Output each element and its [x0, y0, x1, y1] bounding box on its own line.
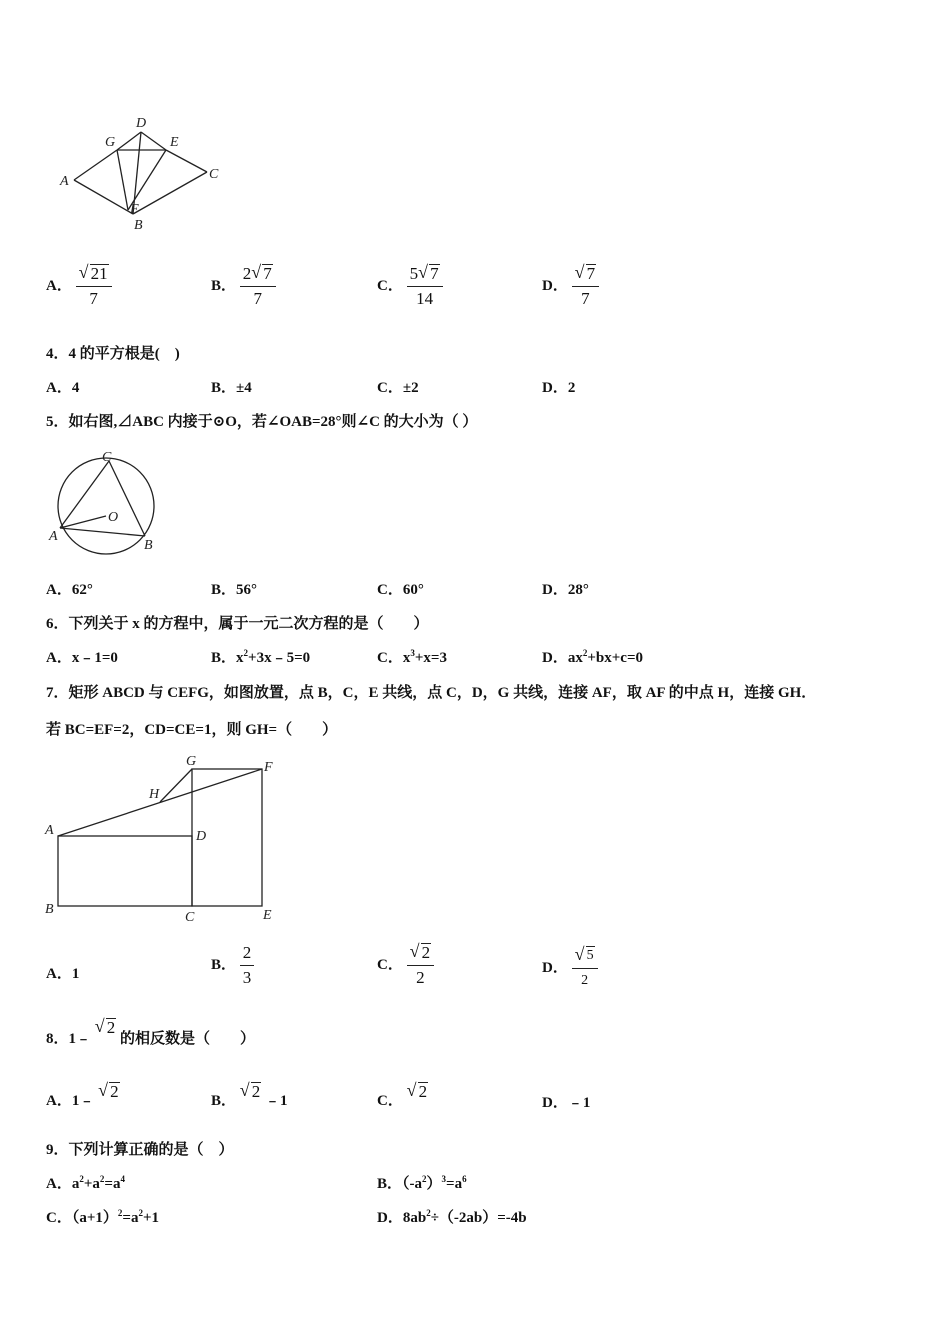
q5-stem: 5．如右图,⊿ABC 内接于⊙O，若∠OAB=28°则∠C 的大小为（ ） [46, 414, 478, 430]
label-B: F [130, 202, 139, 217]
q7-option-c[interactable]: C． √ 2 2 [377, 941, 434, 990]
q8-option-c[interactable]: C． √ 2 [377, 1080, 428, 1109]
q8-option-d[interactable]: D．﹣1 [542, 1095, 591, 1111]
q6-stem: 6．下列关于 x 的方程中，属于一元二次方程的是（ ） [46, 616, 429, 632]
q4-option-c[interactable]: C．±2 [377, 380, 419, 396]
q3-option-a[interactable]: A． √ 21 7 [46, 262, 112, 311]
q9-stem: 9．下列计算正确的是（ ） [46, 1142, 234, 1158]
rectangles-figure [40, 750, 290, 928]
q5-option-a[interactable]: A．62° [46, 582, 93, 598]
circle-figure [46, 448, 166, 563]
label-A: A [60, 174, 69, 189]
label-F: F [264, 760, 273, 775]
q6-option-b[interactable]: B．$x^2+3x﹣5=0$ [211, 648, 311, 666]
q7-option-d[interactable]: D． √ 5 2 [542, 944, 598, 993]
q5-option-d[interactable]: D．28° [542, 582, 589, 598]
label-D: D [136, 116, 147, 131]
q6-option-a[interactable]: A．x﹣1=0 [46, 650, 118, 666]
label-H: H [149, 787, 160, 802]
q9-option-b[interactable]: B．$(-a^2)^3=a^6$ [377, 1174, 467, 1192]
q5-option-b[interactable]: B．56° [211, 582, 258, 598]
q5-option-c[interactable]: C．60° [377, 582, 424, 598]
rhombus-figure [50, 110, 230, 240]
q6-option-d[interactable]: D．$ax^2+bx+c=0$ [542, 648, 643, 666]
label-E: E [263, 908, 272, 923]
label-G: G [105, 135, 116, 150]
q3-option-c[interactable]: C． 5 √ 7 14 [377, 262, 443, 311]
q9-option-d[interactable]: D．$8ab^2\div(-2ab)=-4b$ [377, 1208, 527, 1226]
label-E: E [170, 135, 179, 150]
label-B: B [144, 538, 153, 553]
label-C: C [102, 450, 112, 465]
label-C: C [209, 167, 219, 182]
q3-option-d[interactable]: D． √ 7 7 [542, 262, 599, 311]
label-G: G [186, 754, 197, 769]
label-C: C [185, 910, 195, 925]
label-O: O [108, 510, 119, 525]
q9-option-a[interactable]: A．$a^2+a^2=a^4$ [46, 1174, 125, 1192]
label-F: B [134, 218, 143, 233]
q4-option-d[interactable]: D．2 [542, 380, 576, 396]
label-A: A [45, 823, 54, 838]
q4-option-a[interactable]: A．4 [46, 380, 80, 396]
q8-stem: 8．1﹣ √ 2 的相反数是（ ） [46, 1016, 256, 1047]
q7-stem-line2: 若 BC=EF=2，CD=CE=1，则 GH=（ ） [46, 722, 338, 738]
q7-stem-line1: 7．矩形 ABCD 与 CEFG，如图放置，点 B，C，E 共线，点 C，D，G 共线，连接 AF，取 AF 的中点 H，连接 GH． [46, 685, 817, 701]
label-B: B [45, 902, 54, 917]
label-D: D [196, 829, 207, 844]
q9-option-c[interactable]: C．$(a+1)^2=a^2+1$ [46, 1208, 160, 1226]
q4-stem: 4．4 的平方根是( ) [46, 346, 180, 362]
label-A: A [49, 529, 58, 544]
q4-option-b[interactable]: B．±4 [211, 380, 252, 396]
q6-option-c[interactable]: C．$x^3+x=3$ [377, 648, 447, 666]
q7-option-b[interactable]: B． $\frac{2}{3}$ [211, 941, 254, 990]
q7-option-a[interactable]: A．1 [46, 966, 80, 982]
q8-option-b[interactable]: B． √ 2 ﹣1 [211, 1080, 288, 1109]
q3-option-b[interactable]: B． 2 √ 7 7 [211, 262, 276, 311]
q8-option-a[interactable]: A．1﹣ √ 2 [46, 1080, 119, 1109]
